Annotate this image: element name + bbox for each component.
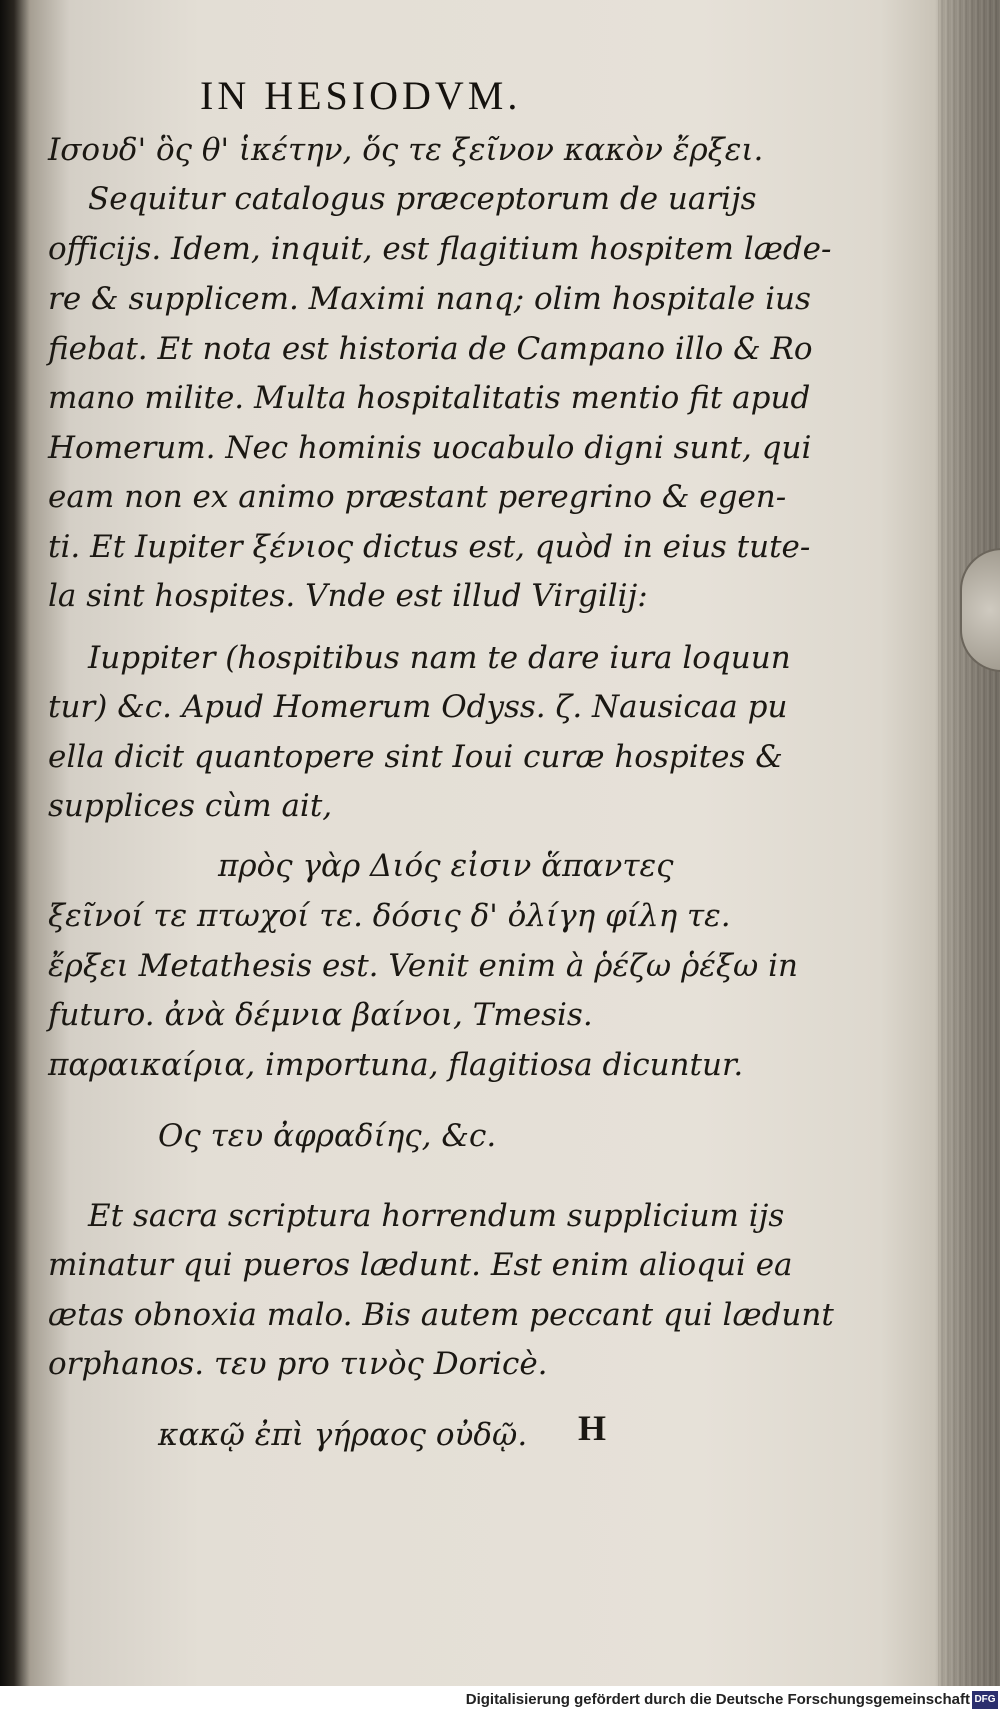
running-head: IN HESIODVM. — [200, 73, 522, 118]
text-line: eam non ex animo præstant peregrino & egen- — [48, 479, 787, 515]
text-line: orphanos. τευ pro τινὸς Doricè. — [48, 1346, 548, 1382]
text-line: mano milite. Multa hospitalitatis mentio fit apud — [48, 380, 811, 416]
text-line: ti. Et Iupiter ξένιος dictus est, quòd in eius tute- — [48, 529, 811, 565]
text-line: ella dicit quantopere sint Ioui curæ hospites & — [48, 739, 783, 775]
footer-credit: Digitalisierung gefördert durch die Deutsche Forschungsgemeinschaft — [465, 1691, 970, 1708]
dfg-logo-icon: DFG — [972, 1691, 998, 1709]
text-line: la sint hospites. Vnde est illud Virgilij: — [48, 578, 648, 614]
text-line: fiebat. Et nota est historia de Campano illo & Ro — [48, 331, 813, 367]
text-line: Ος τευ ἀφραδίης, &c. — [158, 1118, 497, 1154]
signature-mark: H — [578, 1408, 607, 1448]
text-line: Et sacra scriptura horrendum supplicium ijs — [88, 1198, 785, 1234]
text-line: minatur qui pueros lædunt. Est enim alioqui ea — [48, 1247, 793, 1283]
text-line: futuro. ἀνὰ δέμνια βαίνοι, Tmesis. — [48, 997, 593, 1033]
text-line: supplices cùm ait, — [48, 788, 333, 824]
text-line: ἔρξει Metathesis est. Venit enim à ῥέζω ῥέξω in — [48, 948, 799, 984]
text-line: κακῷ ἐπὶ γήραος οὐδῷ. — [158, 1417, 528, 1453]
text-line: Homerum. Nec hominis uocabulo digni sunt, qui — [48, 430, 812, 466]
text-line: officijs. Idem, inquit, est flagitium hospitem læde- — [48, 231, 832, 267]
book-page-edges — [938, 0, 1000, 1712]
text-line: παραικαίρια, importuna, flagitiosa dicuntur. — [48, 1047, 744, 1083]
text-line: re & supplicem. Maximi nanq; olim hospitale ius — [48, 281, 811, 317]
text-line: ξεῖνοί τε πτωχοί τε. δόσις δ' ὀλίγη φίλη τε. — [48, 898, 731, 934]
text-line: Ισουδ' ὃς θ' ἱκέτην, ὅς τε ξεῖνον κακὸν ἔρξει. — [48, 132, 764, 168]
text-line: ætas obnoxia malo. Bis autem peccant qui lædunt — [48, 1297, 834, 1333]
footer-bar — [0, 1686, 1000, 1712]
text-line: tur) &c. Apud Homerum Odyss. ζ. Nausicaa pu — [48, 689, 788, 725]
text-line: Iuppiter (hospitibus nam te dare iura loquun — [88, 640, 791, 676]
text-line: πρὸς γὰρ Διός εἰσιν ἅπαντες — [218, 848, 674, 884]
text-line: Sequitur catalogus præceptorum de uarijs — [88, 181, 757, 217]
